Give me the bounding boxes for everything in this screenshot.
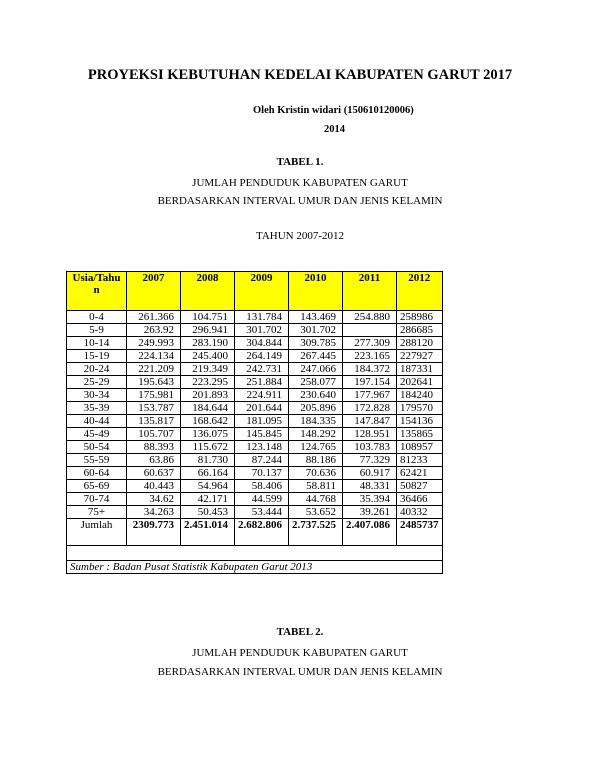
- value-cell: 40332: [397, 506, 443, 519]
- value-cell: 254.880: [343, 311, 397, 324]
- value-cell: 267.445: [289, 350, 343, 363]
- age-group-cell: 45-49: [67, 428, 127, 441]
- value-cell: 115.672: [181, 441, 235, 454]
- total-cell: 2.407.086: [343, 519, 397, 546]
- value-cell: 249.993: [127, 337, 181, 350]
- value-cell: 245.400: [181, 350, 235, 363]
- total-cell: 2485737: [397, 519, 443, 546]
- table1-period: TAHUN 2007-2012: [255, 230, 345, 242]
- value-cell: 36466: [397, 493, 443, 506]
- table-row: [67, 350, 443, 363]
- table-row: [67, 493, 443, 506]
- table-row: [67, 363, 443, 376]
- value-cell: 104.751: [181, 311, 235, 324]
- value-cell: 88.186: [289, 454, 343, 467]
- age-group-cell: 65-69: [67, 480, 127, 493]
- value-cell: 309.785: [289, 337, 343, 350]
- document-year: 2014: [324, 124, 345, 135]
- age-group-cell: 30-34: [67, 389, 127, 402]
- value-cell: 277.309: [343, 337, 397, 350]
- value-cell: 258.077: [289, 376, 343, 389]
- age-group-cell: 40-44: [67, 415, 127, 428]
- value-cell: 247.066: [289, 363, 343, 376]
- value-cell: 136.075: [181, 428, 235, 441]
- value-cell: 148.292: [289, 428, 343, 441]
- value-cell: 181.095: [235, 415, 289, 428]
- value-cell: 202641: [397, 376, 443, 389]
- value-cell: 242.731: [235, 363, 289, 376]
- value-cell: 63.86: [127, 454, 181, 467]
- value-cell: 205.896: [289, 402, 343, 415]
- value-cell: 283.190: [181, 337, 235, 350]
- age-group-cell: 50-54: [67, 441, 127, 454]
- value-cell: 184.372: [343, 363, 397, 376]
- header-cell: 2007: [127, 272, 181, 311]
- value-cell: 187331: [397, 363, 443, 376]
- table-header-row: [67, 272, 443, 311]
- value-cell: 224.134: [127, 350, 181, 363]
- value-cell: 153.787: [127, 402, 181, 415]
- value-cell: 124.765: [289, 441, 343, 454]
- value-cell: 258986: [397, 311, 443, 324]
- value-cell: [343, 324, 397, 337]
- value-cell: 34.263: [127, 506, 181, 519]
- table-row: [67, 324, 443, 337]
- value-cell: 81233: [397, 454, 443, 467]
- value-cell: 221.209: [127, 363, 181, 376]
- table-row: [67, 311, 443, 324]
- value-cell: 40.443: [127, 480, 181, 493]
- value-cell: 60.637: [127, 467, 181, 480]
- value-cell: 70.137: [235, 467, 289, 480]
- age-group-cell: 5-9: [67, 324, 127, 337]
- value-cell: 42.171: [181, 493, 235, 506]
- value-cell: 264.149: [235, 350, 289, 363]
- table-row: [67, 428, 443, 441]
- value-cell: 301.702: [289, 324, 343, 337]
- value-cell: 177.967: [343, 389, 397, 402]
- value-cell: 172.828: [343, 402, 397, 415]
- value-cell: 219.349: [181, 363, 235, 376]
- source-note: Sumber : Badan Pusat Statistik Kabupaten Garut 2013: [67, 561, 443, 574]
- value-cell: 154136: [397, 415, 443, 428]
- table1-subtitle-1: JUMLAH PENDUDUK KABUPATEN GARUT: [192, 177, 408, 189]
- value-cell: 223.165: [343, 350, 397, 363]
- value-cell: 224.911: [235, 389, 289, 402]
- value-cell: 286685: [397, 324, 443, 337]
- value-cell: 296.941: [181, 324, 235, 337]
- value-cell: 34.62: [127, 493, 181, 506]
- value-cell: 147.847: [343, 415, 397, 428]
- value-cell: 77.329: [343, 454, 397, 467]
- age-group-cell: 35-39: [67, 402, 127, 415]
- value-cell: 50827: [397, 480, 443, 493]
- value-cell: 197.154: [343, 376, 397, 389]
- value-cell: 44.768: [289, 493, 343, 506]
- value-cell: 304.844: [235, 337, 289, 350]
- table-row: [67, 454, 443, 467]
- value-cell: 301.702: [235, 324, 289, 337]
- table1-label: TABEL 1.: [276, 156, 324, 168]
- table-row: [67, 467, 443, 480]
- age-group-cell: 25-29: [67, 376, 127, 389]
- value-cell: 201.893: [181, 389, 235, 402]
- value-cell: 184.644: [181, 402, 235, 415]
- age-group-cell: 70-74: [67, 493, 127, 506]
- population-table: [66, 271, 443, 574]
- value-cell: 223.295: [181, 376, 235, 389]
- value-cell: 123.148: [235, 441, 289, 454]
- header-cell: 2011: [343, 272, 397, 311]
- table-row: [67, 480, 443, 493]
- author-line: Oleh Kristin widari (150610120006): [253, 105, 414, 116]
- header-cell: 2012: [397, 272, 443, 311]
- value-cell: 48.331: [343, 480, 397, 493]
- value-cell: 58.811: [289, 480, 343, 493]
- value-cell: 135.817: [127, 415, 181, 428]
- age-group-cell: 60-64: [67, 467, 127, 480]
- blank-row: [67, 546, 443, 561]
- value-cell: 50.453: [181, 506, 235, 519]
- value-cell: 131.784: [235, 311, 289, 324]
- value-cell: 70.636: [289, 467, 343, 480]
- value-cell: 81.730: [181, 454, 235, 467]
- table2-label: TABEL 2.: [276, 626, 324, 638]
- table1-subtitle-2: BERDASARKAN INTERVAL UMUR DAN JENIS KELAMIN: [157, 195, 443, 207]
- table2-subtitle-1: JUMLAH PENDUDUK KABUPATEN GARUT: [192, 647, 408, 659]
- value-cell: 261.366: [127, 311, 181, 324]
- value-cell: 103.783: [343, 441, 397, 454]
- total-row: [67, 519, 443, 546]
- value-cell: 44.599: [235, 493, 289, 506]
- age-group-cell: 20-24: [67, 363, 127, 376]
- table-row: [67, 415, 443, 428]
- value-cell: 62421: [397, 467, 443, 480]
- value-cell: 227927: [397, 350, 443, 363]
- value-cell: 263.92: [127, 324, 181, 337]
- value-cell: 195.643: [127, 376, 181, 389]
- value-cell: 184.335: [289, 415, 343, 428]
- value-cell: 53.444: [235, 506, 289, 519]
- value-cell: 54.964: [181, 480, 235, 493]
- table-row: [67, 402, 443, 415]
- value-cell: 53.652: [289, 506, 343, 519]
- value-cell: 288120: [397, 337, 443, 350]
- table2-subtitle-2: BERDASARKAN INTERVAL UMUR DAN JENIS KELAMIN: [157, 666, 443, 678]
- value-cell: 201.644: [235, 402, 289, 415]
- age-group-cell: 15-19: [67, 350, 127, 363]
- value-cell: 251.884: [235, 376, 289, 389]
- header-cell: 2009: [235, 272, 289, 311]
- value-cell: 58.406: [235, 480, 289, 493]
- total-cell: 2.451.014: [181, 519, 235, 546]
- value-cell: 179570: [397, 402, 443, 415]
- value-cell: 66.164: [181, 467, 235, 480]
- age-group-cell: 75+: [67, 506, 127, 519]
- value-cell: 60.917: [343, 467, 397, 480]
- total-cell: 2.737.525: [289, 519, 343, 546]
- age-group-cell: 55-59: [67, 454, 127, 467]
- table-row: [67, 389, 443, 402]
- table-row: [67, 376, 443, 389]
- document-title: PROYEKSI KEBUTUHAN KEDELAI KABUPATEN GARUT 2017: [87, 67, 513, 83]
- value-cell: 230.640: [289, 389, 343, 402]
- value-cell: 175.981: [127, 389, 181, 402]
- value-cell: 105.707: [127, 428, 181, 441]
- source-row: [67, 561, 443, 574]
- total-label: Jumlah: [67, 519, 127, 546]
- blank-cell: [67, 546, 443, 561]
- age-group-cell: 0-4: [67, 311, 127, 324]
- header-cell: Usia/Tahun: [67, 272, 127, 311]
- value-cell: 39.261: [343, 506, 397, 519]
- table-row: [67, 441, 443, 454]
- total-cell: 2.682.806: [235, 519, 289, 546]
- value-cell: 145.845: [235, 428, 289, 441]
- header-cell: 2008: [181, 272, 235, 311]
- table-row: [67, 337, 443, 350]
- value-cell: 143.469: [289, 311, 343, 324]
- value-cell: 35.394: [343, 493, 397, 506]
- value-cell: 168.642: [181, 415, 235, 428]
- header-cell: 2010: [289, 272, 343, 311]
- table-row: [67, 506, 443, 519]
- value-cell: 128.951: [343, 428, 397, 441]
- value-cell: 135865: [397, 428, 443, 441]
- age-group-cell: 10-14: [67, 337, 127, 350]
- value-cell: 87.244: [235, 454, 289, 467]
- value-cell: 184240: [397, 389, 443, 402]
- total-cell: 2309.773: [127, 519, 181, 546]
- value-cell: 88.393: [127, 441, 181, 454]
- value-cell: 108957: [397, 441, 443, 454]
